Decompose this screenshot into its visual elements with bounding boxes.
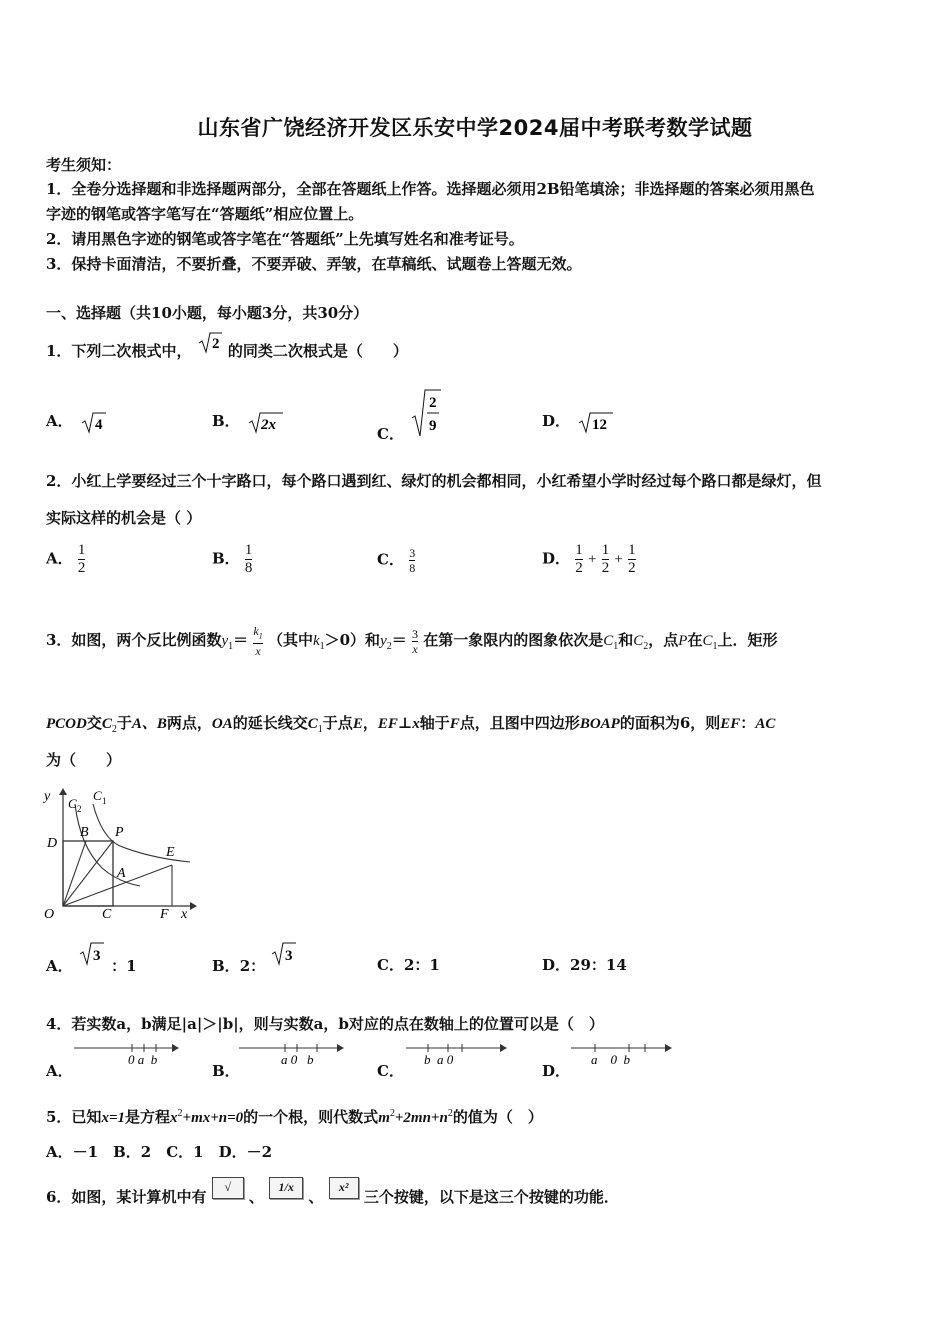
q3-b-head: 2： [239, 957, 266, 975]
q1-b-rad: 2x [260, 417, 276, 433]
q1-post: 的同类二次根式是（ ） [227, 342, 408, 360]
radical-icon [78, 410, 108, 434]
q4-option-d[interactable] [542, 1060, 570, 1081]
q2-line2: 实际这样的机会是（ ） [46, 509, 202, 527]
radical-icon [245, 410, 285, 434]
option-label: C． [377, 1062, 404, 1080]
option-label: C． [377, 956, 404, 974]
plus-sign: + [587, 551, 597, 568]
number-line-a [72, 1040, 182, 1068]
q3-a-tail: ：1 [111, 957, 137, 975]
fraction: $\frac{1}{8}$ [244, 542, 253, 576]
q3-and: 和 [618, 631, 634, 650]
plus-sign: + [614, 551, 623, 568]
q4-option-c[interactable] [377, 1060, 404, 1081]
var-C: C [633, 633, 644, 650]
radical-icon [409, 388, 443, 438]
marks-b: a 0 b [281, 1052, 314, 1067]
label-c1: C [93, 788, 102, 803]
q1-c-num: 2 [429, 395, 437, 411]
fraction: $\frac{1}{2}$ [77, 542, 86, 576]
q3-option-c[interactable] [377, 954, 440, 975]
q3-post2: ，点 [648, 631, 679, 650]
option-label: A． [46, 549, 73, 568]
q3-mid: （其中 [267, 631, 313, 650]
q3-on: 在 [687, 631, 703, 650]
label-y: y [44, 789, 51, 804]
q2-option-c[interactable] [377, 546, 415, 575]
x-axis-arrow [190, 902, 197, 910]
number-line-d [569, 1040, 679, 1068]
q3-option-b[interactable] [212, 940, 298, 975]
label-o: O [44, 907, 55, 922]
label-d: D [47, 836, 58, 851]
sub: 1 [712, 641, 718, 653]
option-label: D． [542, 549, 571, 568]
radical-icon [575, 410, 615, 434]
label-x: x [181, 907, 188, 922]
q2-option-b[interactable] [212, 542, 252, 577]
var-y: y [221, 633, 229, 650]
q1-option-a[interactable] [46, 410, 108, 434]
radical-icon [197, 331, 223, 355]
label-c1-sub: 1 [102, 796, 107, 806]
label-p: P [115, 825, 124, 840]
option-label: D． [542, 412, 571, 430]
q3-d-text: 29：14 [570, 956, 627, 974]
option-label: B． [212, 549, 240, 568]
sub: 2 [386, 641, 392, 653]
q3-on-end: 上．矩形 [717, 631, 778, 650]
var-P: P [678, 633, 688, 650]
notice-item-1b: 字迹的钢笔或答字笔写在“答题纸”相应位置上。 [46, 205, 364, 223]
option-label: A． [46, 412, 73, 430]
q1-d-rad: 12 [592, 417, 608, 433]
q2-option-a[interactable] [46, 542, 85, 577]
fraction-k1-x: $\frac{k_1}{x}$ [253, 624, 263, 659]
label-c: C [102, 907, 112, 922]
label-a: A [117, 866, 126, 881]
number-line-b [237, 1040, 347, 1068]
page-title: 山东省广饶经济开发区乐安中学2024届中考联考数学试题 [197, 116, 753, 140]
eq: ＝ [391, 631, 407, 650]
q4-option-a[interactable] [46, 1060, 73, 1081]
sub: 1 [613, 641, 619, 653]
segment-ob [63, 841, 86, 906]
var-C: C [702, 633, 713, 650]
fraction: $\frac{1}{2}$ [575, 542, 583, 576]
fraction: $\frac{3}{8}$ [409, 546, 416, 575]
q5-options[interactable]: A．－1 B．2 C．1 D．－2 [46, 1143, 273, 1161]
label-f: F [160, 907, 169, 922]
notice-heading: 考生须知： [46, 156, 122, 174]
q3-line1 [46, 624, 778, 658]
notice-item-2: 2．请用黑色字迹的钢笔或答字笔在“答题纸”上先填写姓名和准考证号。 [46, 230, 524, 248]
option-label: B． [212, 1062, 240, 1080]
q3-a-rad: 3 [92, 948, 101, 964]
q1-pre: 1．下列二次根式中， [46, 342, 192, 360]
q3-c-text: 2：1 [403, 956, 440, 974]
q1-radicand: 2 [211, 336, 220, 352]
q3-b-rad: 3 [285, 948, 293, 964]
option-label: B． [212, 412, 240, 430]
q1-option-b[interactable] [212, 410, 285, 434]
sub: 2 [643, 641, 649, 653]
option-label: D． [542, 956, 571, 974]
q3-figure [40, 786, 200, 922]
radical-icon [270, 940, 298, 966]
radical-icon [78, 940, 106, 966]
q3-line2: PCOD交$C_2$于A、B两点，OA的延长线交$C_1$于点E，EF⊥x轴于F点，且图中四边形BOAP的面积为6，则EF：AC [46, 714, 776, 735]
y-axis-arrow [59, 788, 67, 795]
curve-c1 [93, 804, 190, 862]
reciprocal-key-icon: 1/x [269, 1177, 303, 1199]
number-line-c [404, 1040, 514, 1068]
q4-option-b[interactable] [212, 1060, 240, 1081]
sqrt-key-icon: √ [212, 1177, 244, 1199]
fraction: $\frac{1}{2}$ [601, 542, 610, 576]
q6-stem: 6．如图，某计算机中有 √ 、 1/x 、 x² 三个按键，以下是这三个按键的功能． [46, 1176, 619, 1199]
q1-a-rad: 4 [94, 417, 103, 433]
eq: ＝ [233, 631, 249, 650]
q2-line1: 2．小红上学要经过三个十字路口，每个路口遇到红、绿灯的机会都相同，小红希望小学时经过每个路口都是绿灯，但 [46, 472, 822, 490]
var-y: y [380, 633, 387, 650]
marks-a: 0 a b [128, 1052, 158, 1067]
label-c2: C [68, 796, 77, 811]
square-key-icon: x² [329, 1177, 359, 1199]
q4-stem: 4．若实数a，b满足|a|＞|b|，则与实数a，b对应的点在数轴上的位置可以是（ ） [46, 1015, 604, 1033]
option-label: B． [212, 957, 240, 975]
var-k: k [312, 633, 320, 650]
q3-option-d[interactable] [542, 954, 627, 975]
label-b: B [80, 825, 89, 840]
var-C: C [603, 633, 614, 650]
marks-d: a 0 b [591, 1052, 630, 1067]
option-label: C． [377, 425, 404, 443]
fraction: $\frac{1}{2}$ [628, 542, 636, 576]
section-heading: 一、选择题（共10小题，每小题3分，共30分） [46, 304, 369, 322]
q1-stem [46, 336, 408, 361]
q1-option-d[interactable] [542, 410, 615, 434]
q3-post: 在第一象限内的图象依次是 [423, 631, 604, 650]
option-label: D． [542, 1062, 571, 1080]
option-label: A． [46, 1062, 73, 1080]
marks-c: b a 0 [424, 1052, 454, 1067]
q5-stem: 5．已知x=1是方程$x^2+mx+n=0$的一个根，则代数式$m^2+2mn+n^2$的值为（ ） [46, 1108, 543, 1126]
notice-item-3: 3．保持卡面清洁，不要折叠，不要弄破、弄皱，在草稿纸、试题卷上答题无效。 [46, 255, 582, 273]
fraction-3-x: $\frac{3}{x}$ [411, 626, 418, 656]
sub: 1 [319, 641, 325, 653]
q3-line3: 为（ ） [46, 751, 122, 769]
label-c2-sub: 2 [77, 804, 82, 814]
q1-c-den: 9 [429, 418, 437, 434]
notice-item-1a: 1．全卷分选择题和非选择题两部分，全部在答题纸上作答。选择题必须用2B铅笔填涂；非选择题的答案必须用黑色 [46, 180, 815, 198]
q3-option-a[interactable] [46, 940, 137, 975]
q2-option-d[interactable] [542, 542, 636, 577]
option-label: A． [46, 957, 73, 975]
q3-pre: 3．如图，两个反比例函数 [46, 631, 222, 650]
option-label: C． [377, 550, 404, 569]
sub: 1 [228, 641, 234, 653]
label-e: E [166, 845, 175, 860]
q3-gt0: ＞0）和 [324, 631, 381, 650]
q1-option-c[interactable] [377, 388, 443, 443]
